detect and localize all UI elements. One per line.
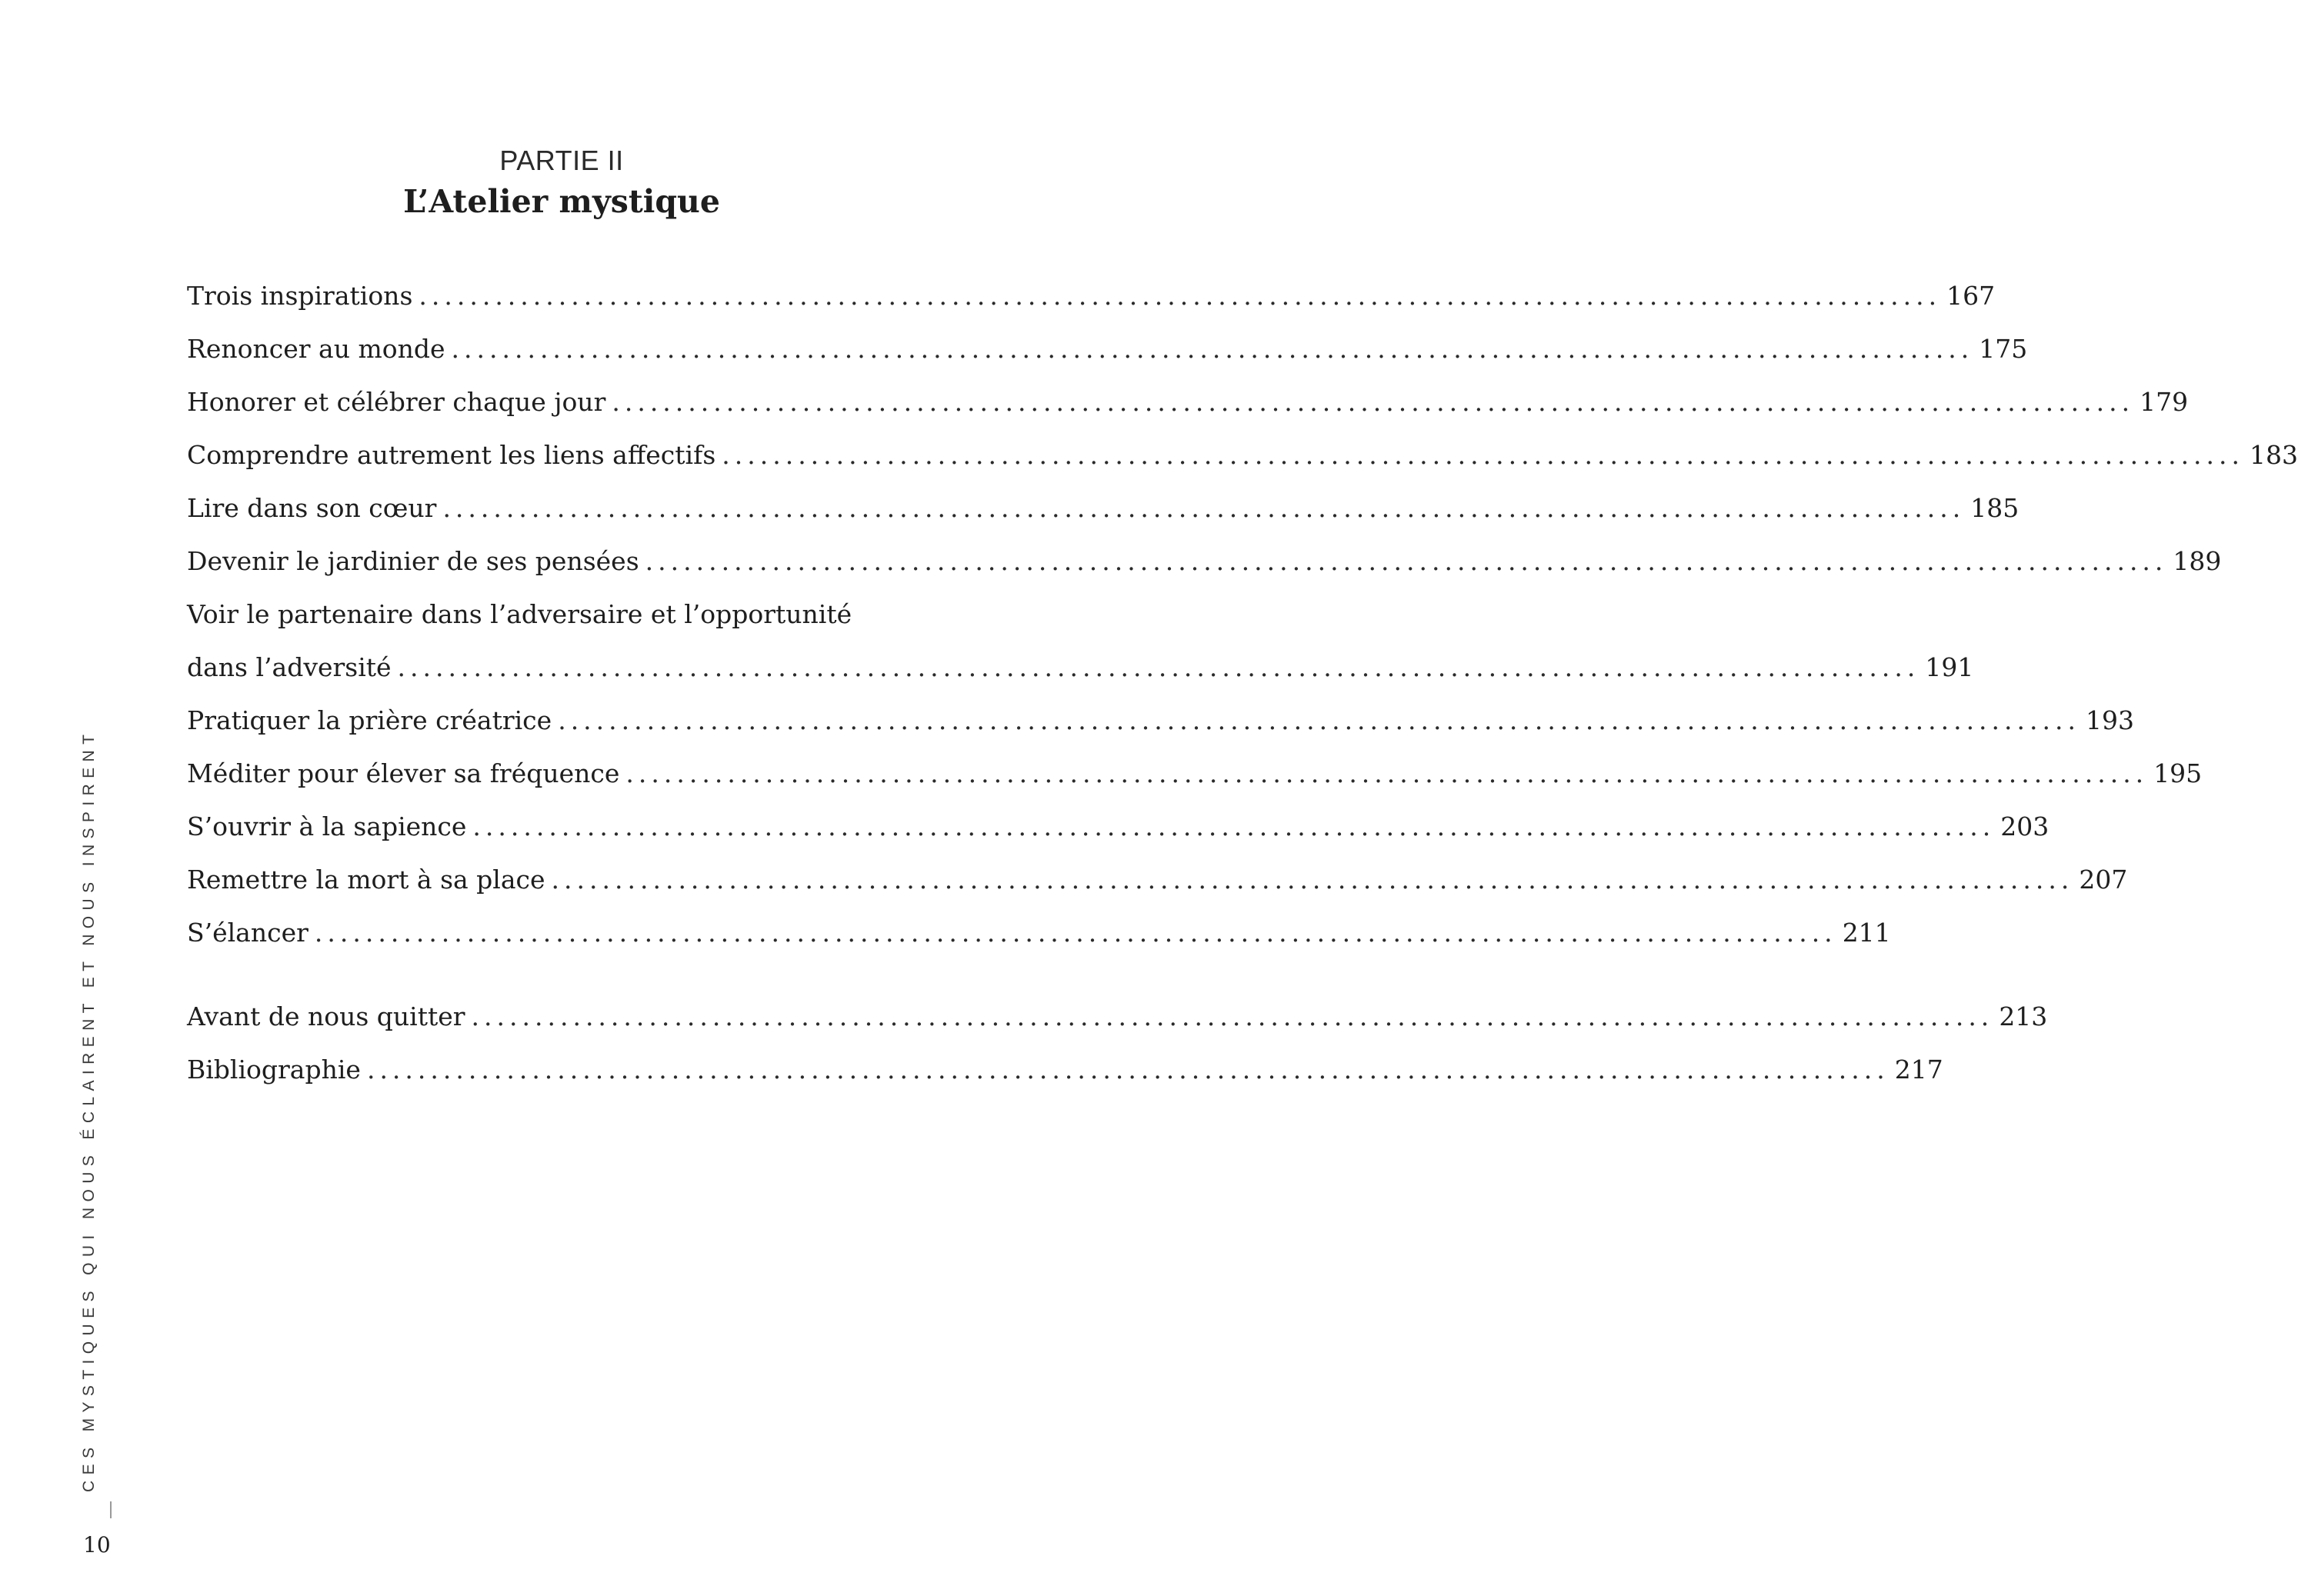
part-label: PARTIE II xyxy=(499,145,624,176)
toc-entry-page: 195 xyxy=(2153,758,2203,788)
toc-entry xyxy=(187,428,2298,481)
toc-entry-title-line1: Voir le partenaire dans l’adversaire et l’opportunité xyxy=(187,599,852,629)
toc-entry-title: Avant de nous quitter xyxy=(187,1001,465,1031)
toc-entry-page: 179 xyxy=(2140,387,2189,417)
toc-entry-page: 207 xyxy=(2079,865,2128,895)
toc-leader-dots: ........................................................................................................................ xyxy=(472,811,1996,841)
toc-leader-dots: ........................................................................................................................ xyxy=(645,546,2168,576)
toc-entry xyxy=(187,322,2028,375)
running-head-divider xyxy=(110,1501,112,1518)
toc-entry-title: S’élancer xyxy=(187,918,309,948)
table-of-contents xyxy=(187,269,2298,1096)
toc-entry-page: 175 xyxy=(1979,334,2028,364)
toc-entry-page: 189 xyxy=(2173,546,2222,576)
toc-entry-title: Remettre la mort à sa place xyxy=(187,865,545,895)
toc-leader-dots: ........................................................................................................................ xyxy=(625,758,2149,788)
toc-entry xyxy=(187,853,2128,906)
toc-entry-page: 203 xyxy=(2000,811,2050,841)
toc-leader-dots: ........................................................................................................................ xyxy=(471,1001,1994,1031)
toc-entry-title: Devenir le jardinier de ses pensées xyxy=(187,546,639,576)
toc-entry-title: Lire dans son cœur xyxy=(187,493,437,523)
toc-leader-dots: ........................................................................................................................ xyxy=(442,493,1966,523)
toc-entry xyxy=(187,269,1996,322)
toc-entry-page: 191 xyxy=(1925,652,1974,682)
toc-entry-page: 185 xyxy=(1970,493,2020,523)
toc-entry-title: S’ouvrir à la sapience xyxy=(187,811,467,841)
toc-section-gap xyxy=(187,959,938,990)
toc-entry-second-line xyxy=(187,641,1974,694)
toc-entry-title: Bibliographie xyxy=(187,1055,361,1085)
toc-entry xyxy=(187,800,2050,853)
toc-leader-dots: ........................................................................................................................ xyxy=(419,281,1942,311)
toc-entry-page: 217 xyxy=(1894,1055,1943,1085)
toc-entry-title: Trois inspirations xyxy=(187,281,413,311)
page-number: 10 xyxy=(83,1532,111,1558)
toc-entry xyxy=(187,694,2134,747)
toc-leader-dots: ........................................................................................................................ xyxy=(722,440,2245,470)
toc-leader-dots: ........................................................................................................................ xyxy=(558,705,2080,735)
toc-entry-title: Comprendre autrement les liens affectifs xyxy=(187,440,716,470)
toc-backmatter-entry xyxy=(187,1043,1943,1096)
toc-entry-title: Méditer pour élever sa fréquence xyxy=(187,758,620,788)
toc-entry-page: 211 xyxy=(1842,918,1891,948)
toc-entry xyxy=(187,906,1891,959)
part-title: L’Atelier mystique xyxy=(403,183,720,220)
running-head: CES MYSTIQUES QUI NOUS ÉCLAIRENT ET NOUS INSPIRENT xyxy=(80,728,98,1492)
toc-entry xyxy=(187,588,1974,694)
toc-entry-title: Honorer et célébrer chaque jour xyxy=(187,387,606,417)
toc-backmatter-entry xyxy=(187,990,2048,1043)
toc-leader-dots: ........................................................................................................................ xyxy=(612,387,2135,417)
toc-leader-dots: ........................................................................................................................ xyxy=(366,1055,1889,1085)
toc-entry-title: Renoncer au monde xyxy=(187,334,445,364)
toc-leader-dots: ........................................................................................................................ xyxy=(397,652,1920,682)
toc-entry xyxy=(187,481,2020,535)
toc-leader-dots: ........................................................................................................................ xyxy=(551,865,2074,895)
toc-leader-dots: ........................................................................................................................ xyxy=(451,334,1974,364)
toc-entry xyxy=(187,535,2222,588)
toc-entry-page: 167 xyxy=(1946,281,1996,311)
toc-entry-title-line2: dans l’adversité xyxy=(187,652,392,682)
toc-entry xyxy=(187,747,2203,800)
toc-entry-page: 213 xyxy=(1999,1001,2048,1031)
toc-entry-page: 193 xyxy=(2085,705,2134,735)
toc-entry-page: 183 xyxy=(2250,440,2298,470)
toc-leader-dots: ........................................................................................................................ xyxy=(314,918,1837,948)
toc-entry xyxy=(187,375,2189,428)
toc-entry-title: Pratiquer la prière créatrice xyxy=(187,705,552,735)
